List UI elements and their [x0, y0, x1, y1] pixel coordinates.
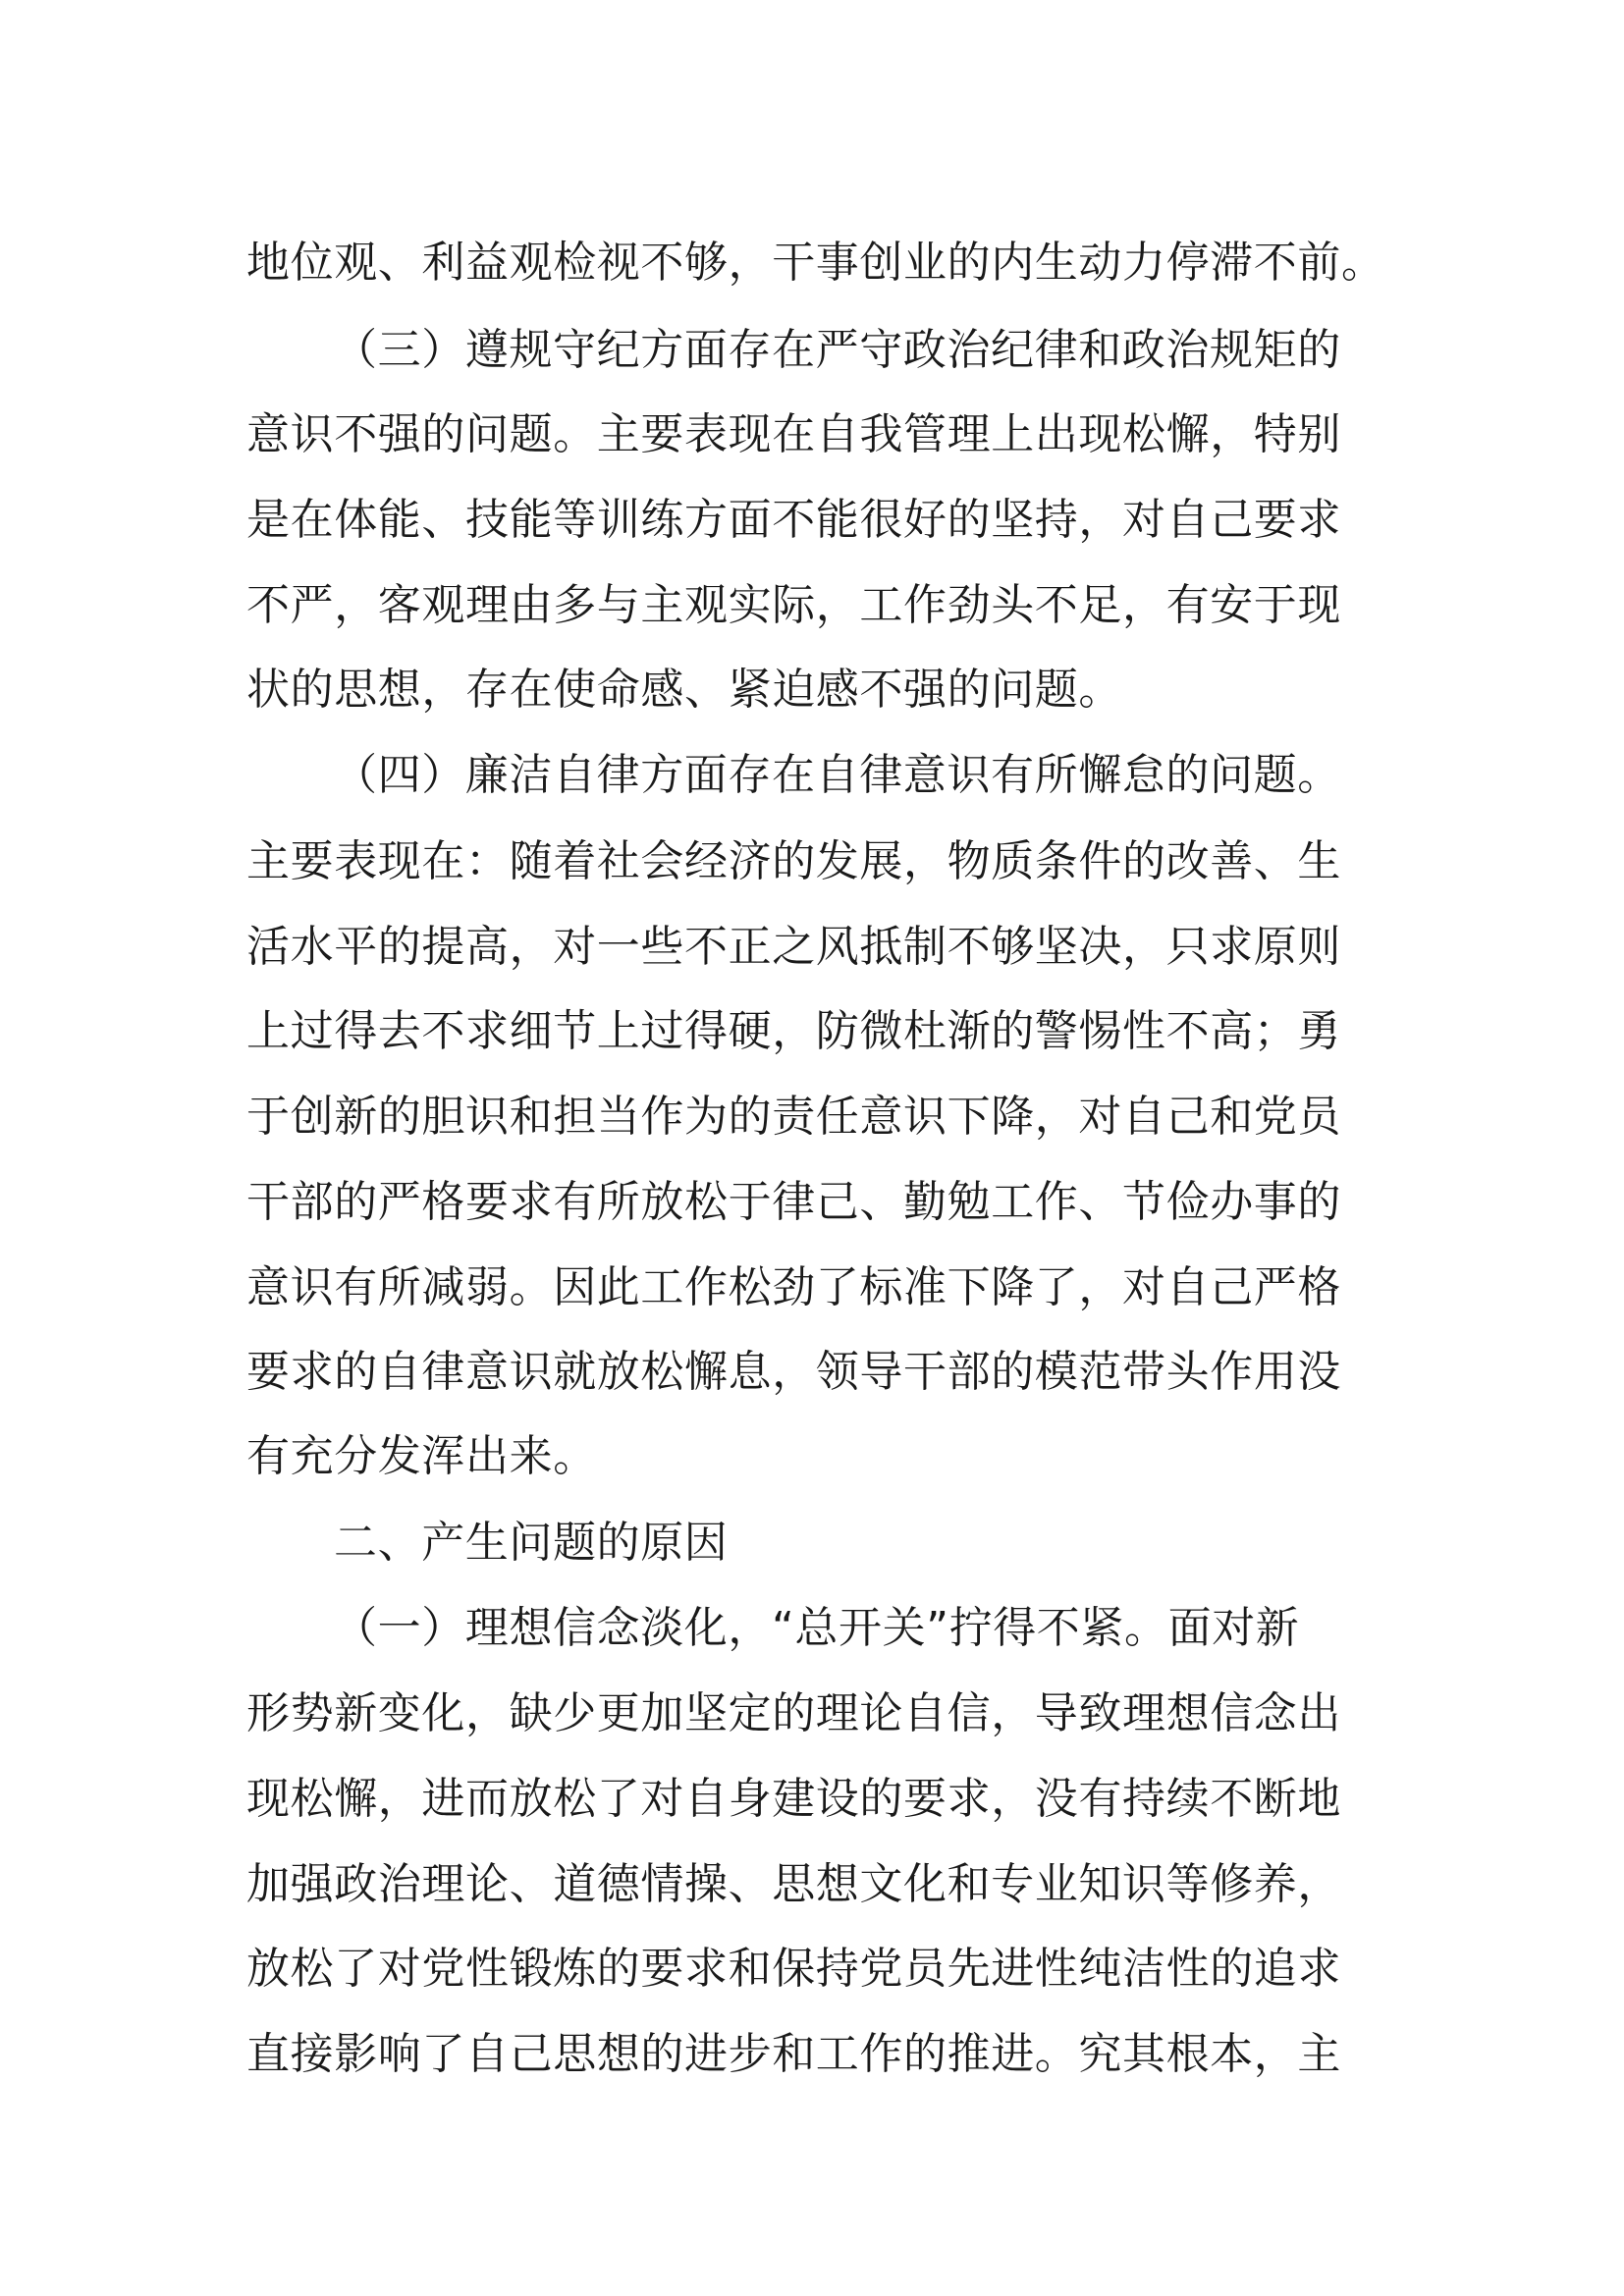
text-line: 干部的严格要求有所放松于律己、勤勉工作、节俭办事的: [246, 1177, 1341, 1227]
text-line: 意识有所减弱。因此工作松劲了标准下降了，对自己严格: [246, 1262, 1341, 1312]
text-line: 地位观、利益观检视不够，干事创业的内生动力停滞不前。: [246, 238, 1385, 288]
text-line: 直接影响了自己思想的进步和工作的推进。究其根本，主: [246, 2029, 1341, 2079]
text-line: 现松懈，进而放松了对自身建设的要求，没有持续不断地: [246, 1774, 1341, 1824]
text-line: 放松了对党性锻炼的要求和保持党员先进性纯洁性的追求: [246, 1944, 1341, 1994]
text-line: 形势新变化，缺少更加坚定的理论自信，导致理想信念出: [246, 1688, 1341, 1738]
text-line: 状的思想，存在使命感、紧迫感不强的问题。: [246, 665, 1122, 715]
text-line: （一）理想信念淡化，“总开关”拧得不紧。面对新: [334, 1603, 1300, 1653]
text-line: 是在体能、技能等训练方面不能很好的坚持，对自己要求: [246, 495, 1341, 545]
text-line: 意识不强的问题。主要表现在自我管理上出现松懈，特别: [246, 409, 1341, 459]
section-heading: 二、产生问题的原因: [334, 1518, 729, 1568]
text-line: 主要表现在：随着社会经济的发展，物质条件的改善、生: [246, 836, 1341, 886]
text-line: 上过得去不求细节上过得硬，防微杜渐的警惕性不高；勇: [246, 1006, 1341, 1056]
text-line: 于创新的胆识和担当作为的责任意识下降，对自己和党员: [246, 1092, 1341, 1142]
text-line: 不严，客观理由多与主观实际，工作劲头不足，有安于现: [246, 580, 1341, 630]
text-line: 活水平的提高，对一些不正之风抵制不够坚决，只求原则: [246, 922, 1341, 972]
text-line: （四）廉洁自律方面存在自律意识有所懈怠的问题。: [334, 750, 1341, 800]
text-line: 有充分发浑出来。: [246, 1431, 597, 1481]
text-line: （三）遵规守纪方面存在严守政治纪律和政治规矩的: [334, 325, 1341, 375]
text-line: 要求的自律意识就放松懈息，领导干部的模范带头作用没: [246, 1347, 1341, 1397]
text-line: 加强政治理论、道德情操、思想文化和专业知识等修养，: [246, 1859, 1341, 1909]
